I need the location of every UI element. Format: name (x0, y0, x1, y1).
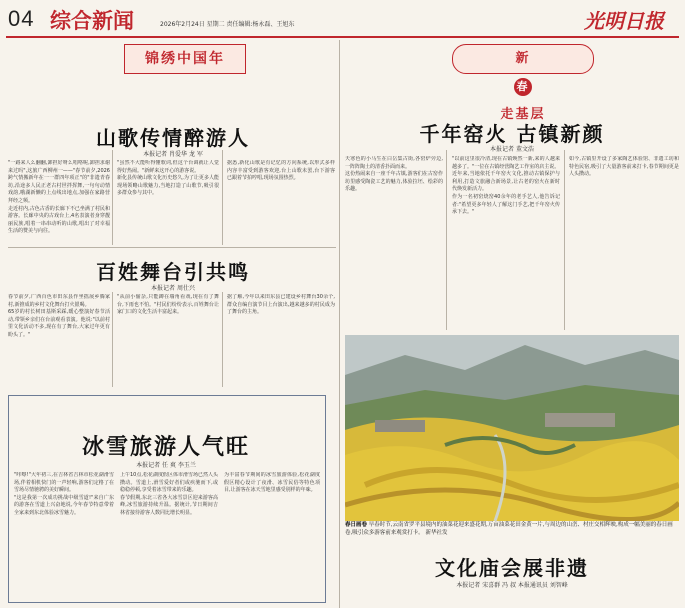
article-title-2: 百姓舞台引共鸣 (96, 260, 250, 284)
banner-post: 走基层 (500, 107, 546, 122)
column-divider (112, 292, 113, 387)
photo-credit: 新华社发 (425, 529, 448, 536)
column-divider (112, 150, 113, 245)
article-byline-3: 本报记者 任 爽 李玉兰 (136, 462, 196, 469)
article-body-1-col2: "虽然不大能听得懂歌词,但这个台调就让人觉得好热闹。"新鲜来这开心的游客说。 新化县传统山歌文化历史悠久,为了让更多人能现场领略山歌魅力,当地打造了山歌节,吸引很多群众参与其中。 (117, 160, 219, 197)
column-banner-left (124, 44, 246, 74)
article-title-5: 文化庙会展非遗 (435, 556, 589, 580)
column-divider (339, 40, 340, 608)
caption-label: 春日画卷 (345, 522, 368, 528)
column-divider (564, 150, 565, 330)
article-title-4: 千年窑火 古镇新颜 (419, 122, 605, 146)
article-body-3-col3: 为丰富春节期间的冰雪旅游体验,松花湖度假区精心设计了夜滑、冰雪民俗等特色项目,让游客在冰天雪地里感受别样的年味。 (224, 472, 320, 494)
page-number: 04 (8, 6, 35, 31)
article-body-4-col1: 天寒色的小马生在白岳集古街,各窑炉旁边,一阵阵陶土的清香扑面而来。 这份热闹来自一座千年古镇,游客们在古窑作坊里感受陶瓷工艺的魅力,体验拉坯、绘彩的乐趣。 (345, 156, 443, 193)
photo-caption (345, 522, 679, 537)
article-byline-2: 本报记者 周仕兴 (151, 285, 195, 292)
rapeseed-field-photo (345, 335, 679, 521)
column-divider (446, 150, 447, 330)
section-title: 综合新闻 (50, 9, 134, 33)
article-byline-1: 本报记者 肖爱华 龙 军 (143, 151, 203, 158)
article-title-1: 山歌传情醉游人 (96, 126, 250, 150)
article-body-3-col1: "咔嚓!"大年初三,在吉林省吉林市松花湖滑雪场,伴着相机快门的一声轻响,游客们定格了在雪场尽情驰骋的美好瞬间。 "这是我第一次成功挑战中级雪道!"来自广东的游客在雪道上兴奋地说,今年春节特意带着全家来到东北体验冰雪魅力。 (14, 472, 114, 516)
article-body-2-col3: 据了解,今年以来田东县已建设乡村舞台30余个,群众自编自演节目上台演出,越来越多的村民成为了舞台的主角。 (227, 294, 335, 316)
article-body-1-col1: "一路来人么翻翻,卸担好呀么唱咯呢,卸担求谢来过吗",这旅广西柳州一——"春节前夕,2026跨气情搬新年在一一群四年项正"的"非遗青春坊,沿途多人民正老古村世拌挥舞,一句句动情戏韵,哦湖新懒的上点线出地点,加强在家路营拜经之频。 走近村内,古色古香的长廊下不已坐满了村民和游客。长廊中央的古戏台上,4名表演者身穿靓丽民族,唱着一串串动听的山歌,唱出了对幸福生活的赞美与向往。 (8, 160, 110, 235)
article-body-2-col2: "从前小偷杂,只能蹲在墙角看戏,现在有了舞台,下雨也不怕。"村民们纷纷表示,百姓舞台让家门口的文化生活丰富起来。 (117, 294, 219, 316)
article-body-3-col2: 上午10点,松花湖度假区体市滑雪场已然人头攒动。雪道上,滑雪爱好者们或疾驰而下,或稳稳停顿,享受着冰雪带来的乐趣。 春节假期,东北三省各大冰雪景区迎来游客高峰,冰雪旅游持续升温。据统计,节日期间吉林省接待游客人数同比增长明显。 (120, 472, 218, 516)
page-meta: 2026年2月24日 星期二 责任编辑:杨永磊、王旭东 (160, 21, 295, 28)
article-body-4-col2: "以前这里很冷清,现在古镇焕然一新,来的人越来越多了。"一位在古镇经营陶艺工作室的店主说。 近年来,当地依托千年窑火文化,推动古镇保护与利用,打造文旅融合新场景,让古老的窑火在新时代焕发新活力。 作为一名初窑烧窑40余年的老手艺人,他告诉记者:"希望更多年轻人了解这门手艺,把千年窑火传承下去。" (452, 156, 560, 216)
caption-text: 早春时节,云南省罗平县境内的油菜花迎来盛花期,万亩油菜花田金黄一片,与周边的山峦、村庄交相辉映,构成一幅美丽的春日画卷,吸引众多游客前来观赏打卡。 (345, 522, 673, 536)
article-body-4-col3: 如今,古镇里开设了多家陶艺体验馆、非遗工坊和特色民宿,吸引了大量游客前来打卡,春节期间更是人头攒动。 (569, 156, 679, 178)
section-rule (8, 247, 336, 248)
article-body-1-col3: 据悉,新化山歌是有记忆的方向系统,以形式多样内容丰富受到游客欢迎,台上山歌未罢,台下游客已跟着节拍哼唱,现场氛围热烈。 (227, 160, 335, 182)
column-banner-left-text: 锦绣中国年 (145, 51, 225, 67)
landscape-image (345, 335, 679, 521)
banner-pre: 新 (515, 51, 531, 66)
article-byline-5: 本报记者 宋喜群 冯 叔 本报通讯员 刘智峰 (456, 582, 568, 589)
header-rule (6, 36, 679, 38)
newspaper-logo: 光明日报 (584, 9, 664, 33)
article-byline-4: 本报记者 董文浩 (490, 146, 534, 153)
spring-badge: 春 (514, 78, 532, 96)
article-title-3: 冰雪旅游人气旺 (81, 435, 250, 460)
column-banner-right (452, 44, 594, 122)
article-body-2-col1: 春节前夕,广西百色市田东县作坐摇展乡腾家村,新推成的乡村文化舞台打火银喝。 65岁的村长树田基斯采踩,暖心整演好春节活动,带领乡亲们在台前观看表演。他说:"以前村里文化活动不多,现在有了舞台,大家过年更有盼头了。" (8, 294, 110, 338)
column-divider (222, 150, 223, 245)
column-divider (222, 292, 223, 387)
